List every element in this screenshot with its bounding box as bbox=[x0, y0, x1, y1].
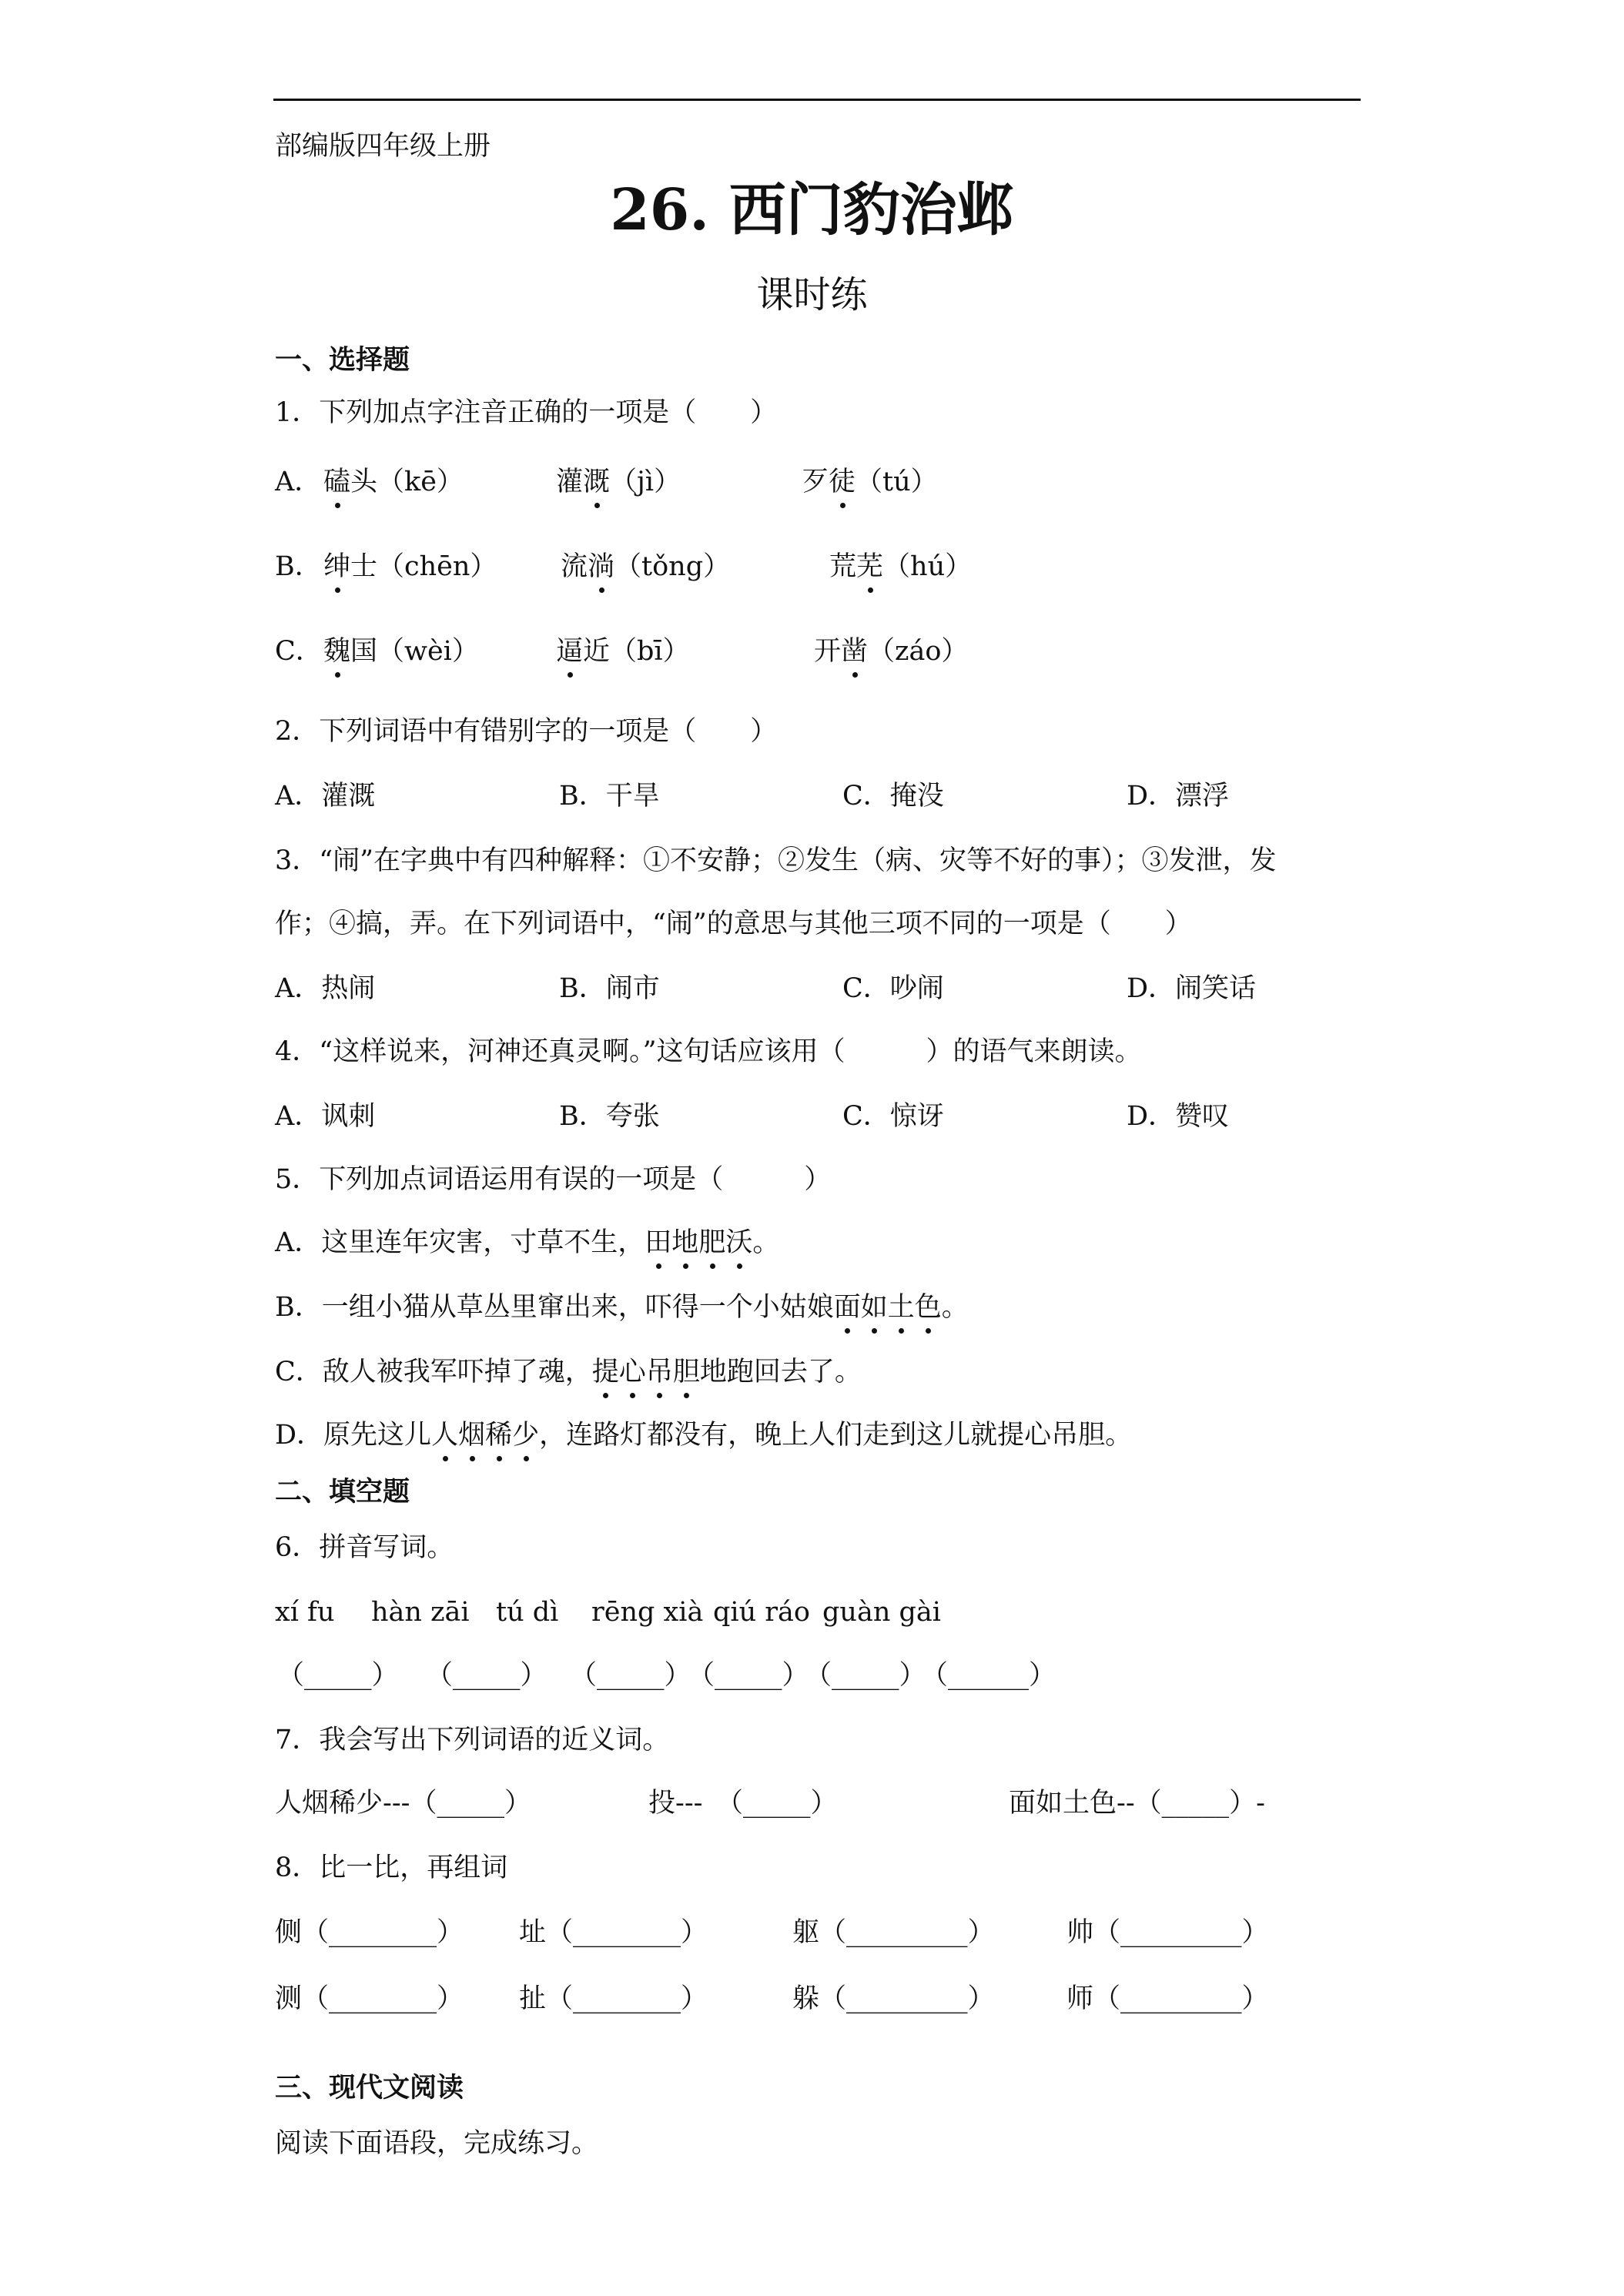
q3-option-a: A．热闹 bbox=[275, 973, 376, 1004]
dotted-char: 少 bbox=[512, 1420, 540, 1451]
q7-item-2[interactable]: 投--- （_____） bbox=[648, 1788, 838, 1819]
dotted-char: 魏 bbox=[323, 636, 351, 667]
q8-stem: 8．比一比，再组词 bbox=[275, 1853, 508, 1883]
q6-blank-5[interactable]: （_____） bbox=[805, 1660, 926, 1691]
q5-option-d: D．原先这儿人烟稀少，连路灯都没有，晚上人们走到这儿就提心吊胆。 bbox=[275, 1420, 1133, 1451]
dotted-char: 沃 bbox=[725, 1227, 753, 1258]
q7-item-1[interactable]: 人烟稀少---（_____） bbox=[275, 1788, 531, 1819]
q1-option-b-word1: 绅士（chēn） bbox=[323, 551, 497, 582]
q1-option-b-word2: 流淌（tǒng） bbox=[561, 551, 731, 582]
q1-option-c-word3: 开凿（záo） bbox=[814, 636, 969, 667]
q6-pinyin-2: hàn zāi bbox=[371, 1597, 470, 1628]
page-subtitle: 课时练 bbox=[756, 273, 868, 316]
q8-row2-item-4[interactable]: 师（_________） bbox=[1066, 1983, 1269, 2014]
q1-option-c-word2: 逼近（bī） bbox=[556, 636, 690, 667]
q1-option-b-label: B． bbox=[275, 551, 322, 582]
q8-row2-item-1[interactable]: 测（________） bbox=[275, 1983, 464, 2014]
q4-stem: 4．“这样说来，河神还真灵啊。”这句话应该用（ ）的语气来朗读。 bbox=[275, 1036, 1142, 1067]
page-title: 26. 西门豹治邺 bbox=[610, 177, 1014, 243]
dotted-char: 土 bbox=[887, 1292, 915, 1323]
q8-row1-item-3[interactable]: 躯（_________） bbox=[792, 1917, 995, 1948]
q6-pinyin-6: guàn gài bbox=[822, 1597, 941, 1628]
q8-row1-item-4[interactable]: 帅（_________） bbox=[1066, 1917, 1269, 1948]
q6-blank-4[interactable]: （_____） bbox=[688, 1660, 809, 1691]
q6-blank-2[interactable]: （_____） bbox=[426, 1660, 547, 1691]
dotted-char: 田 bbox=[645, 1227, 672, 1258]
dotted-char: 人 bbox=[431, 1420, 459, 1451]
q7-stem: 7．我会写出下列词语的近义词。 bbox=[275, 1725, 670, 1755]
q6-stem: 6．拼音写词。 bbox=[275, 1532, 454, 1563]
q2-option-c: C．掩没 bbox=[842, 781, 944, 812]
dotted-char: 徒 bbox=[829, 467, 856, 497]
q1-option-a-word2: 灌溉（jì） bbox=[556, 467, 681, 497]
q5-option-b: B．一组小猫从草丛里窜出来，吓得一个小姑娘面如土色。 bbox=[275, 1292, 969, 1323]
q1-option-a-word3: 歹徒（tú） bbox=[802, 467, 938, 497]
q4-option-d: D．赞叹 bbox=[1127, 1101, 1230, 1132]
q2-stem: 2．下列词语中有错别字的一项是（ ） bbox=[275, 716, 778, 747]
q6-blank-6[interactable]: （______） bbox=[921, 1660, 1056, 1691]
dotted-char: 提 bbox=[591, 1357, 619, 1387]
reading-intro: 阅读下面语段，完成练习。 bbox=[275, 2128, 599, 2159]
dotted-char: 绅 bbox=[323, 551, 351, 582]
dotted-char: 吊 bbox=[645, 1357, 673, 1387]
dotted-char: 如 bbox=[860, 1292, 888, 1323]
q2-option-a: A．灌溉 bbox=[275, 781, 376, 812]
q7-item-3[interactable]: 面如土色--（_____）- bbox=[1009, 1788, 1265, 1819]
dotted-char: 面 bbox=[833, 1292, 861, 1323]
dotted-char: 逼 bbox=[556, 636, 584, 667]
dotted-char: 磕 bbox=[323, 467, 351, 497]
q8-row2-item-3[interactable]: 躲（_________） bbox=[792, 1983, 995, 2014]
dotted-char: 胆 bbox=[672, 1357, 700, 1387]
q3-stem-line1: 3．“闹”在字典中有四种解释：①不安静；②发生（病、灾等不好的事）；③发泄，发 bbox=[275, 845, 1277, 876]
q1-option-c-label: C． bbox=[275, 636, 323, 667]
dotted-char: 肥 bbox=[698, 1227, 726, 1258]
section-heading-reading: 三、现代文阅读 bbox=[275, 2072, 464, 2104]
q8-row2-item-2[interactable]: 扯（________） bbox=[519, 1983, 708, 2014]
q5-option-a: A．这里连年灾害，寸草不生，田地肥沃。 bbox=[275, 1227, 780, 1258]
q6-blank-1[interactable]: （_____） bbox=[277, 1660, 399, 1691]
dotted-char: 淌 bbox=[588, 551, 615, 582]
q3-option-d: D．闹笑话 bbox=[1127, 973, 1257, 1004]
q6-pinyin-3: tú dì bbox=[496, 1597, 559, 1628]
dotted-char: 色 bbox=[914, 1292, 942, 1323]
dotted-char: 稀 bbox=[485, 1420, 513, 1451]
q2-option-b: B．干旱 bbox=[559, 781, 660, 812]
q1-option-a-word1: 磕头（kē） bbox=[323, 467, 464, 497]
header-rule bbox=[273, 99, 1361, 101]
q5-stem: 5．下列加点词语运用有误的一项是（ ） bbox=[275, 1164, 832, 1195]
section-heading-choice: 一、选择题 bbox=[275, 344, 410, 376]
q6-pinyin-4: rēng xià bbox=[591, 1597, 704, 1628]
q1-option-c-word1: 魏国（wèi） bbox=[323, 636, 479, 667]
q6-pinyin-5: qiú ráo bbox=[713, 1597, 810, 1628]
q1-option-a-label: A． bbox=[275, 467, 322, 497]
q4-option-a: A．讽刺 bbox=[275, 1101, 376, 1132]
dotted-char: 溉 bbox=[583, 467, 611, 497]
grade-label: 部编版四年级上册 bbox=[275, 131, 491, 162]
q2-option-d: D．漂浮 bbox=[1127, 781, 1230, 812]
dotted-char: 地 bbox=[671, 1227, 699, 1258]
q8-row1-item-1[interactable]: 侧（________） bbox=[275, 1917, 464, 1948]
section-heading-fill: 二、填空题 bbox=[275, 1476, 410, 1508]
q6-pinyin-1: xí fu bbox=[275, 1597, 335, 1628]
q1-option-b-word3: 荒芜（hú） bbox=[829, 551, 973, 582]
dotted-char: 心 bbox=[618, 1357, 646, 1387]
q4-option-b: B．夸张 bbox=[559, 1101, 660, 1132]
q3-option-c: C．吵闹 bbox=[842, 973, 944, 1004]
q4-option-c: C．惊讶 bbox=[842, 1101, 944, 1132]
q5-option-c: C．敌人被我军吓掉了魂，提心吊胆地跑回去了。 bbox=[275, 1357, 862, 1387]
q8-row1-item-2[interactable]: 址（________） bbox=[519, 1917, 708, 1948]
q1-stem: 1．下列加点字注音正确的一项是（ ） bbox=[275, 397, 778, 428]
dotted-char: 芜 bbox=[856, 551, 884, 582]
q3-stem-line2: 作；④搞，弄。在下列词语中，“闹”的意思与其他三项不同的一项是（ ） bbox=[275, 909, 1192, 939]
q6-blank-3[interactable]: （_____） bbox=[570, 1660, 691, 1691]
q3-option-b: B．闹市 bbox=[559, 973, 660, 1004]
dotted-char: 烟 bbox=[458, 1420, 486, 1451]
dotted-char: 凿 bbox=[841, 636, 869, 667]
